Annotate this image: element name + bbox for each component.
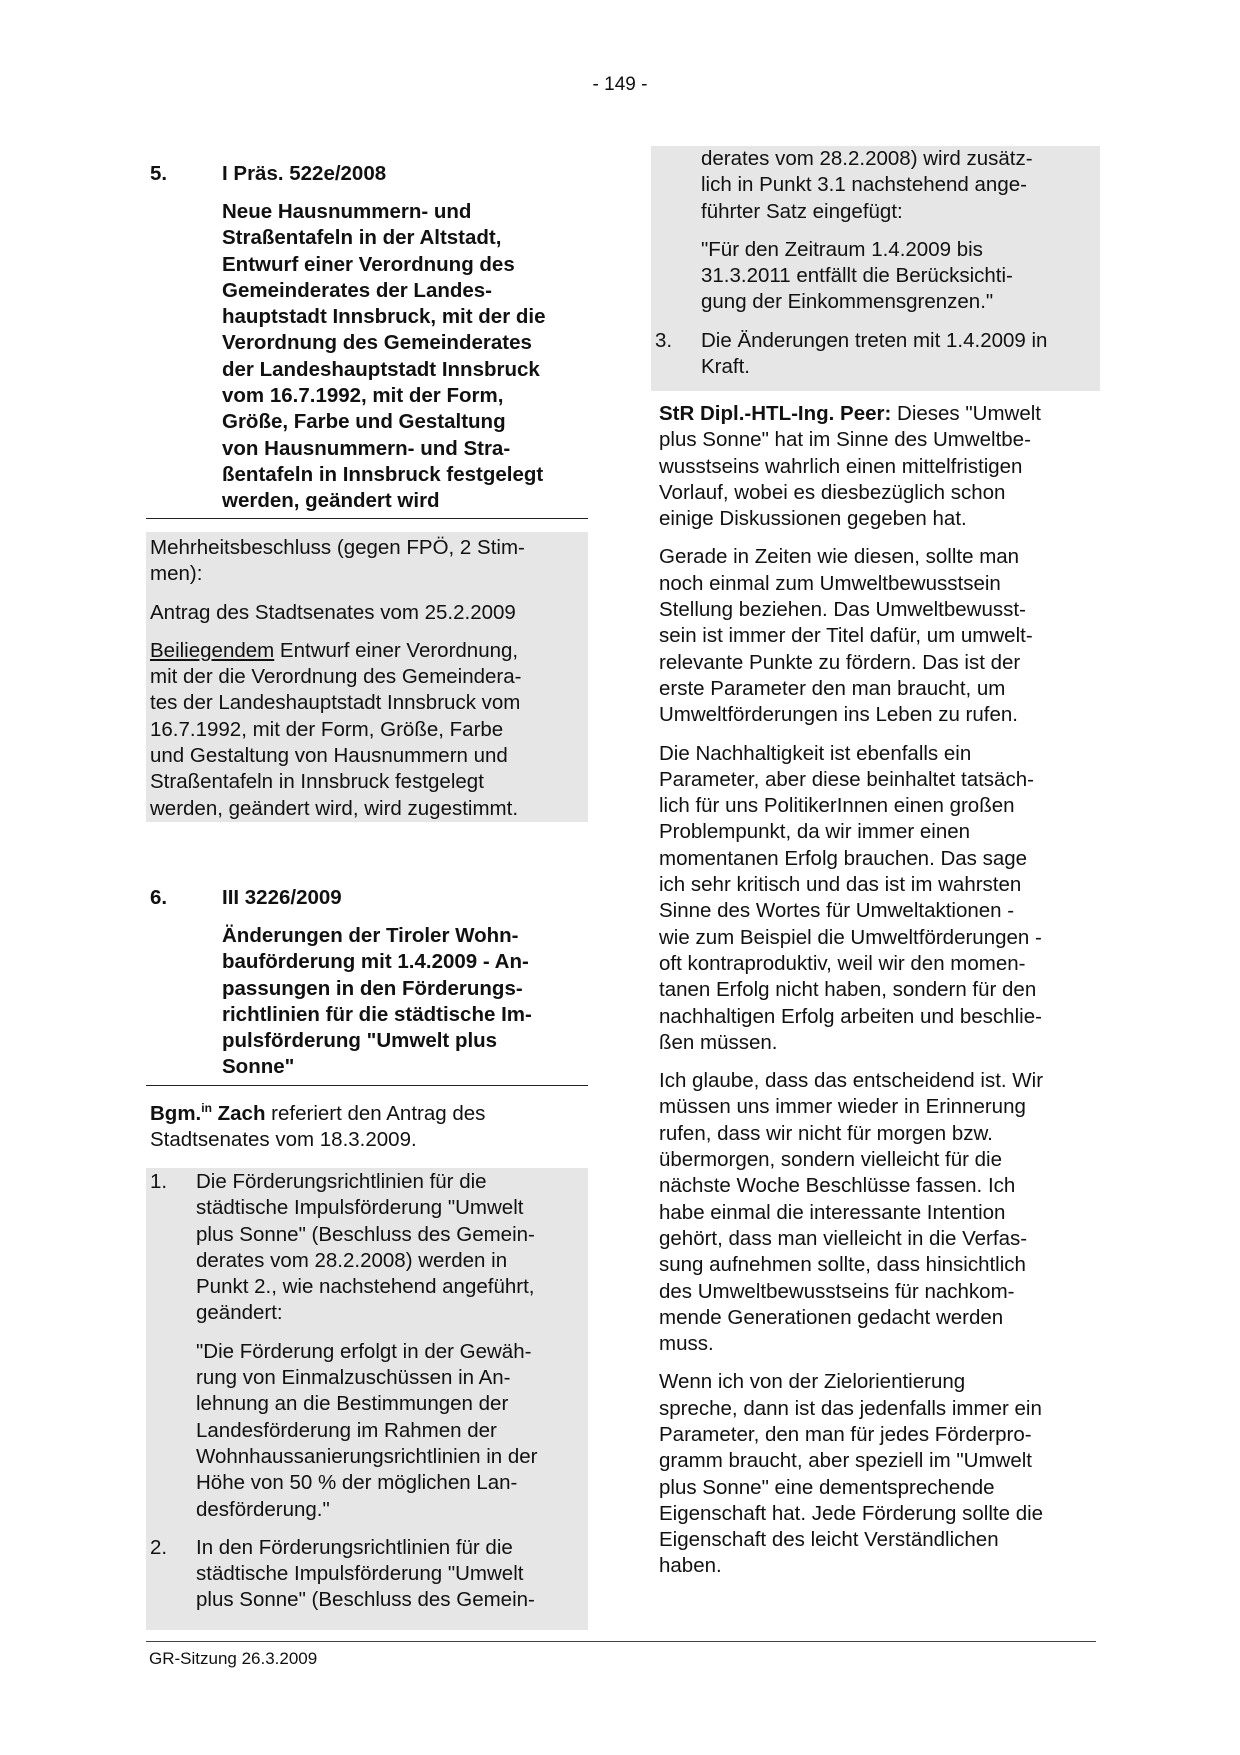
resolution-line: Straßentafeln in Innsbruck festgelegt	[150, 770, 484, 794]
motion-list-block	[146, 1168, 588, 1630]
list-item-2: 2. In den Förderungsrichtlinien für die städtische Impulsförderung "Umwelt plus Sonne" (Beschluss des Gemein-	[150, 1535, 535, 1612]
resolution-line: und Gestaltung von Hausnummern und	[150, 744, 508, 768]
speaker-name: StR Dipl.-HTL-Ing. Peer:	[659, 402, 892, 425]
item-5-title	[222, 199, 588, 515]
title-line: Neue Hausnummern- und	[222, 200, 472, 223]
speech-paragraph: Wenn ich von der Zielorientierung spreche, dann ist das jedenfalls immer ein Parameter, den man für jedes Förderpro- gramm braucht, aber speziell im "Umwelt plus Sonne" eine dementsprechende Eigenschaft hat. Jede Förderung sollte die Eigenschaft des leicht Verständlichen haben.	[659, 1370, 1044, 1578]
item-6-code: III 3226/2009	[222, 886, 342, 909]
resolution-text	[150, 638, 584, 822]
list-item-3: 3. Die Änderungen treten mit 1.4.2009 in Kraft.	[655, 328, 1048, 379]
item-5-code: I Präs. 522e/2008	[222, 162, 387, 185]
speech-paragraph: StR Dipl.-HTL-Ing. Peer: Dieses "Umwelt plus Sonne" hat im Sinne des Umweltbe- wusstseins wahrlich einen mittelfristigen Vorlauf, wobei es diesbezüglich schon einige Diskussionen gegeben hat.	[659, 402, 1041, 531]
reporter-text: Stadtsenates vom 18.3.2009.	[150, 1128, 417, 1152]
title-line: werden, geändert wird	[222, 489, 440, 513]
resolution-line: 16.7.1992, mit der Form, Größe, Farbe	[150, 717, 504, 741]
speech-block	[659, 401, 1100, 1580]
title-line: vom 16.7.1992, mit der Form,	[222, 384, 504, 408]
title-line: Sonne"	[222, 1055, 295, 1079]
item-6-title	[222, 923, 588, 1081]
list-item-1-quote: "Die Förderung erfolgt in der Gewäh- rung von Einmalzuschüssen in An- lehnung an die Bestimmungen der Landesförderung im Rahmen der Wohnhaussanierungsrichtlinien in der Höhe von 50 % der möglichen Lan- desförderung."	[196, 1339, 538, 1521]
title-line: Größe, Farbe und Gestaltung	[222, 410, 506, 434]
title-line: hauptstadt Innsbruck, mit der die	[222, 305, 546, 329]
resolution-line: tes der Landeshauptstadt Innsbruck vom	[150, 691, 521, 715]
title-line: von Hausnummern- und Stra-	[222, 436, 511, 460]
reporter-name: Bgm.$^{in}$ Zach	[150, 1101, 266, 1125]
decision-text	[150, 535, 584, 588]
reporter-paragraph	[150, 1101, 588, 1154]
title-line: Straßentafeln in der Altstadt,	[222, 226, 502, 250]
title-line: Gemeinderates der Landes-	[222, 278, 493, 302]
title-line: bauförderung mit 1.4.2009 - An-	[222, 950, 529, 974]
resolution-line: Entwurf einer Verordnung,	[274, 638, 519, 662]
speech-paragraph: Gerade in Zeiten wie diesen, sollte man noch einmal zum Umweltbewusstsein Stellung beziehen. Das Umweltbewusst- sein ist immer der Titel dafür, um umwelt- relevante Punkte zu fördern. Das ist der erste Parameter den man braucht, um Umweltförderungen ins Leben zu rufen.	[659, 545, 1033, 727]
decision-line: men):	[150, 562, 203, 586]
decision-line: Mehrheitsbeschluss (gegen FPÖ, 2 Stim-	[150, 536, 525, 559]
item-6-number: 6.	[150, 886, 168, 909]
title-line: pulsförderung "Umwelt plus	[222, 1029, 498, 1053]
motion-list-continuation	[651, 146, 1100, 391]
page-number: - 149 -	[592, 74, 648, 95]
title-line: richtlinien für die städtische Im-	[222, 1002, 532, 1026]
title-line: Änderungen der Tiroler Wohn-	[222, 924, 519, 947]
list-item-1: 1. Die Förderungsrichtlinien für die städtische Impulsförderung "Umwelt plus Sonne" (Beschluss des Gemein- derates vom 28.2.2008) werden in Punkt 2., wie nachstehend angeführt, geändert:	[150, 1170, 535, 1325]
title-line: Verordnung des Gemeinderates	[222, 331, 532, 355]
title-line: Entwurf einer Verordnung des	[222, 252, 515, 276]
list-item-2-continued: derates vom 28.2.2008) wird zusätz- lich in Punkt 3.1 nachstehend ange- führter Satz eingefügt:	[701, 147, 1033, 223]
motion-text: Antrag des Stadtsenates vom 25.2.2009	[150, 600, 516, 624]
title-line: ßentafeln in Innsbruck festgelegt	[222, 462, 544, 486]
title-line: der Landeshauptstadt Innsbruck	[222, 357, 540, 381]
item-5-divider	[146, 518, 588, 519]
item-6-divider	[146, 1085, 588, 1086]
speech-paragraph: Ich glaube, dass das entscheidend ist. Wir müssen uns immer wieder in Erinnerung rufen, dass wir nicht für morgen bzw. übermorgen, sondern vielleicht für die nächste Woche Beschlüsse fassen. Ich habe einmal die interessante Intention gehört, dass man vielleicht in die Verfas- sung aufnehmen sollte, dass hinsichtlich des Umweltbewusstseins für nachkom- mende Generationen gedacht werden muss.	[659, 1069, 1044, 1356]
reporter-text: referiert den Antrag des	[265, 1102, 486, 1125]
footer-text: GR-Sitzung 26.3.2009	[149, 1649, 318, 1668]
item-5-number: 5.	[150, 162, 168, 185]
resolution-line: mit der die Verordnung des Gemeindera-	[150, 665, 522, 689]
item-5-decision-block	[146, 532, 588, 822]
resolution-line: werden, geändert wird, wird zugestimmt.	[150, 796, 519, 820]
title-line: passungen in den Förderungs-	[222, 976, 523, 1000]
list-item-2-quote: "Für den Zeitraum 1.4.2009 bis 31.3.2011 entfällt die Berücksichti- gung der Einkommensgrenzen."	[701, 237, 1013, 314]
resolution-underlined: Beiliegendem	[150, 638, 275, 662]
footer-divider	[146, 1641, 1096, 1642]
speech-paragraph: Die Nachhaltigkeit ist ebenfalls ein Parameter, aber diese beinhaltet tatsäch- lich für uns PolitikerInnen einen großen Problempunkt, da wir immer einen momentanen Erfolg brauchen. Das sage ich sehr kritisch und das ist im wahrsten Sinne des Wortes für Umweltaktionen - wie zum Beispiel die Umweltförderungen - oft kontraproduktiv, weil wir den momen- tanen Erfolg nicht haben, sondern für den nachhaltigen Erfolg arbeiten und beschlie- ßen müssen.	[659, 741, 1042, 1054]
